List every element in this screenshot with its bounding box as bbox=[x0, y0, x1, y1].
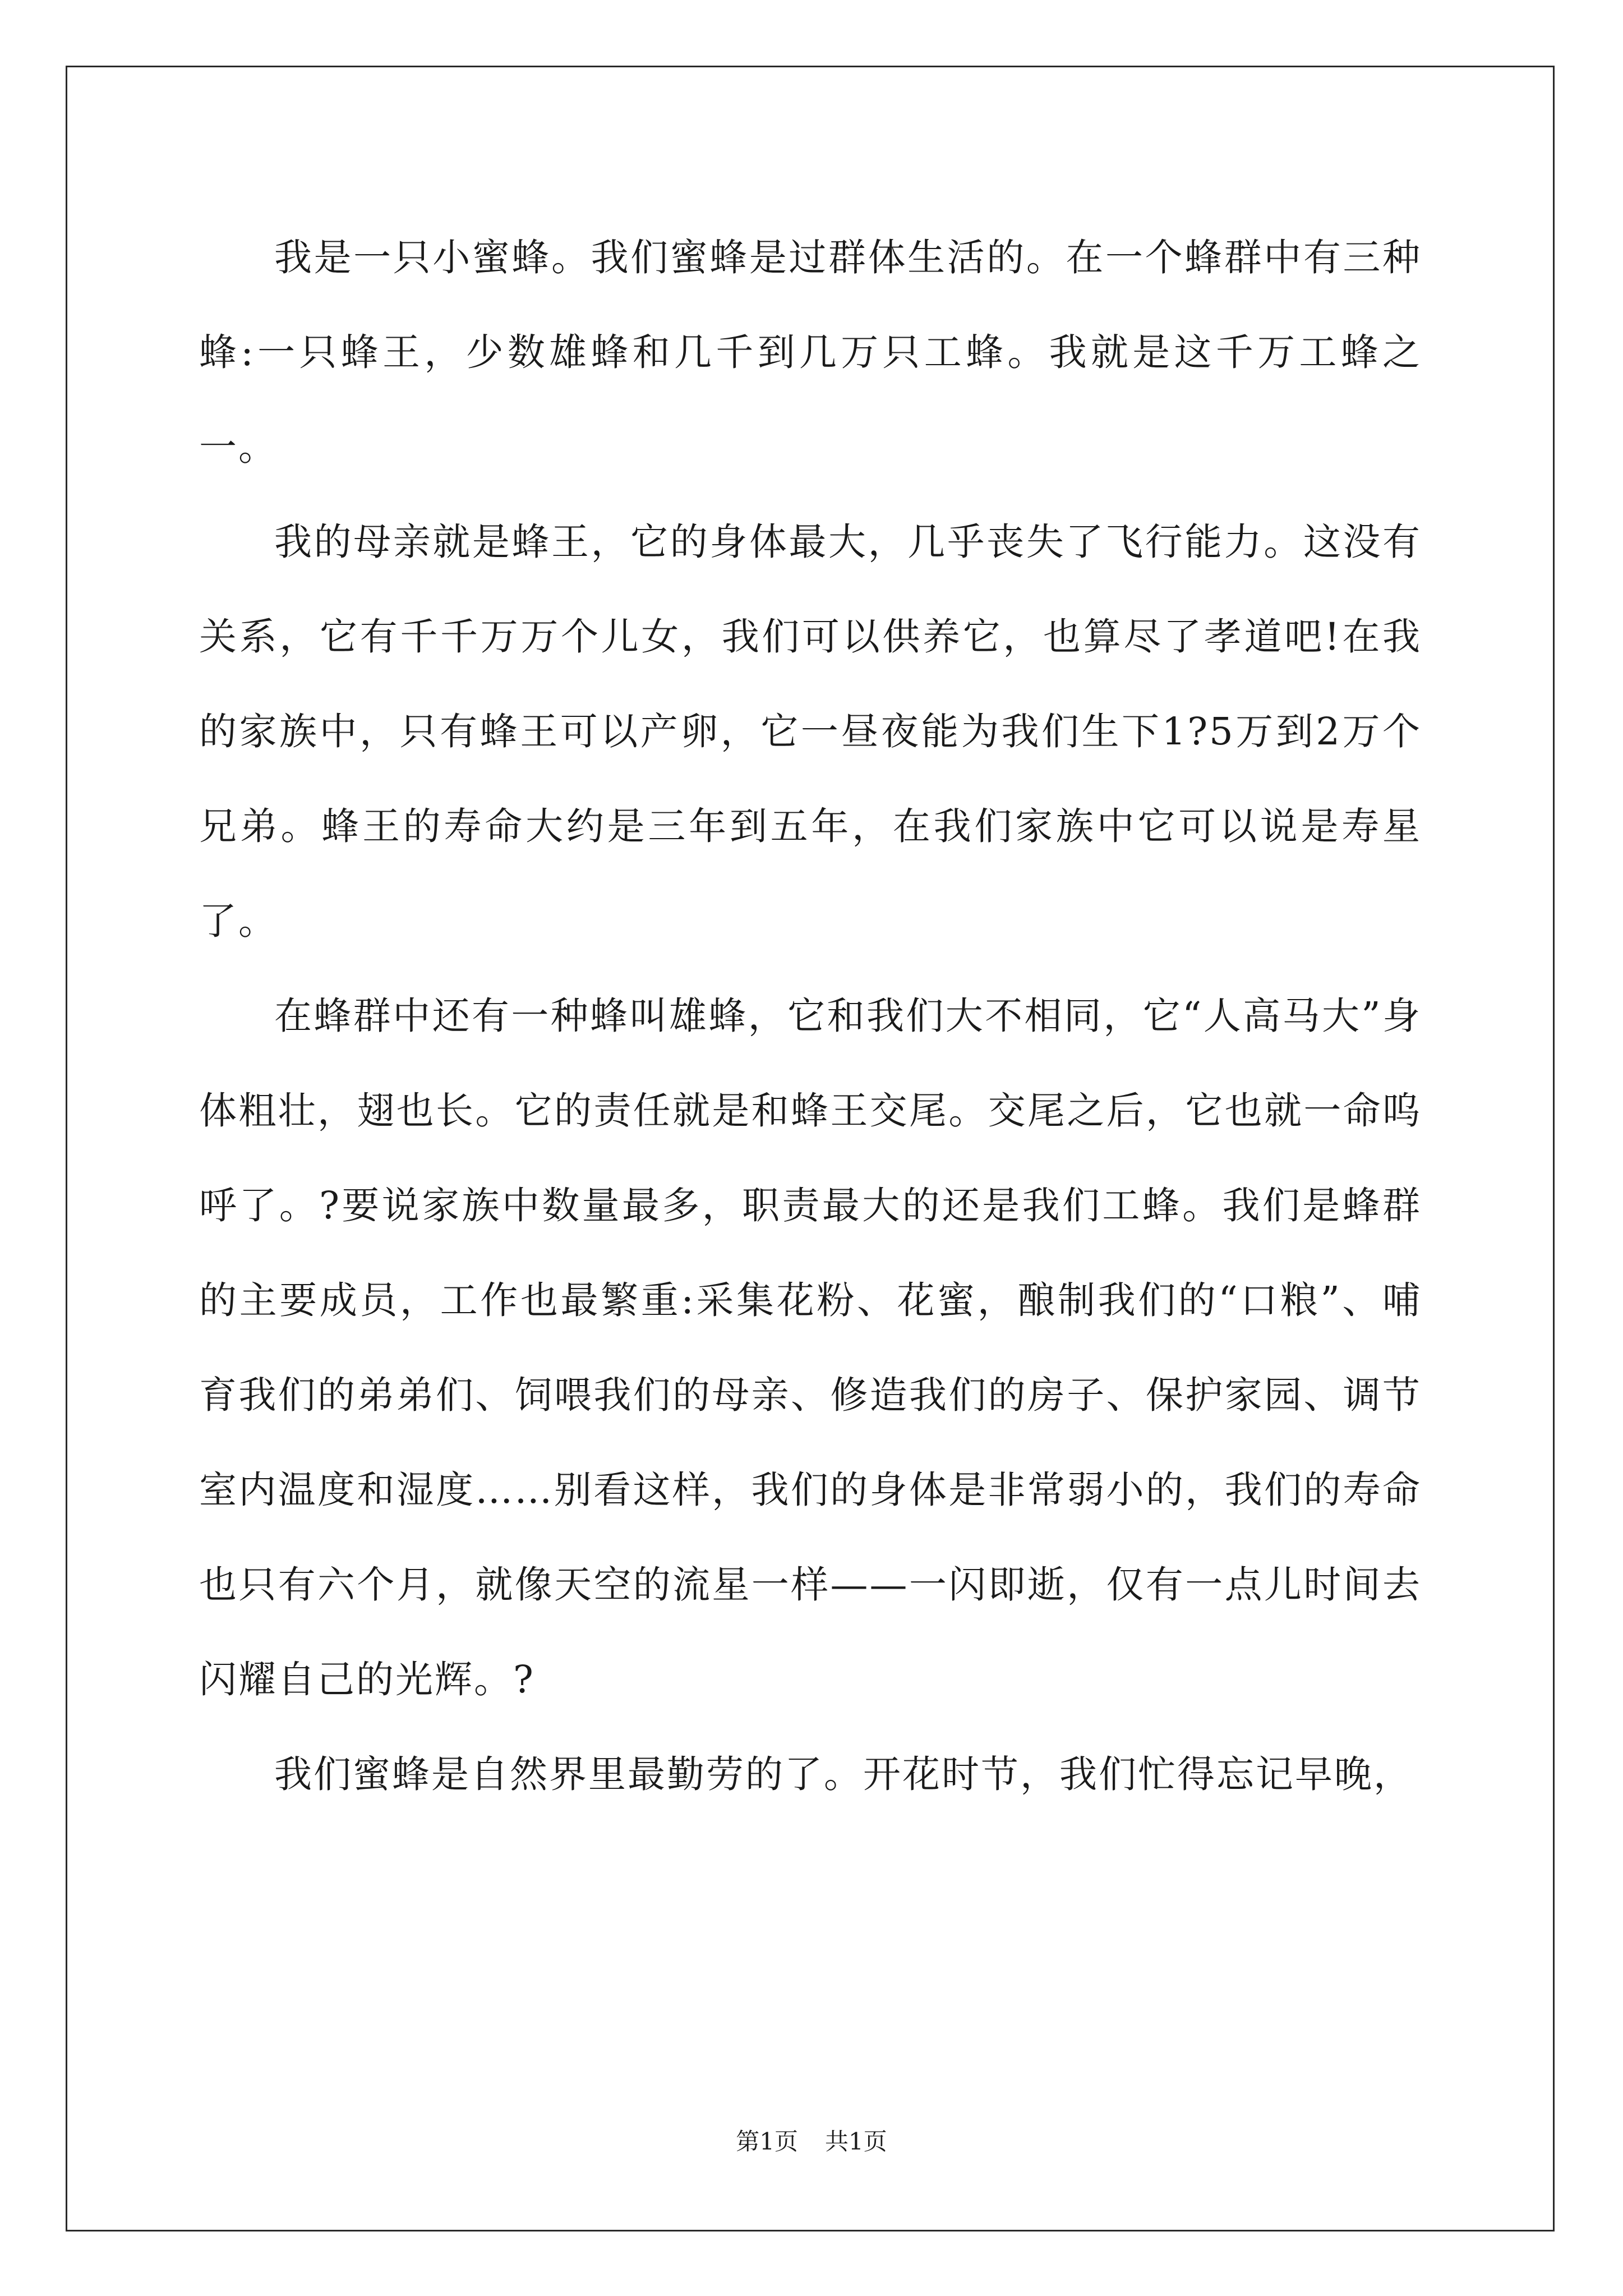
page-number: 第1页 bbox=[736, 2128, 798, 2155]
paragraph: 在蜂群中还有一种蜂叫雄蜂，它和我们大不相同，它“人高马大”身体粗壮，翅也长。它的责任就是和蜂王交尾。交尾之后，它也就一命呜呼了。?要说家族中数量最多，职责最大的还是我们工蜂。我们是蜂群的主要成员，工作也最繁重:采集花粉、花蜜，酿制我们的“口粮”、哺育我们的弟弟们、饲喂我们的母亲、修造我们的房子、保护家园、调节室内温度和湿度……别看这样，我们的身体是非常弱小的，我们的寿命也只有六个月，就像天空的流星一样——一闪即逝，仅有一点儿时间去闪耀自己的光辉。? bbox=[199, 994, 1422, 1701]
paragraph: 我的母亲就是蜂王，它的身体最大，几乎丧失了飞行能力。这没有关系，它有千千万万个儿女，我们可以供养它，也算尽了孝道吧!在我的家族中，只有蜂王可以产卵，它一昼夜能为我们生下1?5万到2万个兄弟。蜂王的寿命大约是三年到五年，在我们家族中它可以说是寿星了。 bbox=[199, 520, 1422, 943]
document-body bbox=[199, 210, 1422, 1822]
page-footer bbox=[0, 2125, 1623, 2159]
paragraph: 我是一只小蜜蜂。我们蜜蜂是过群体生活的。在一个蜂群中有三种蜂:一只蜂王，少数雄蜂和几千到几万只工蜂。我就是这千万工蜂之一。 bbox=[199, 236, 1422, 469]
page-total: 共1页 bbox=[825, 2128, 887, 2155]
paragraph: 我们蜜蜂是自然界里最勤劳的了。开花时节，我们忙得忘记早晚， bbox=[274, 1752, 1413, 1796]
